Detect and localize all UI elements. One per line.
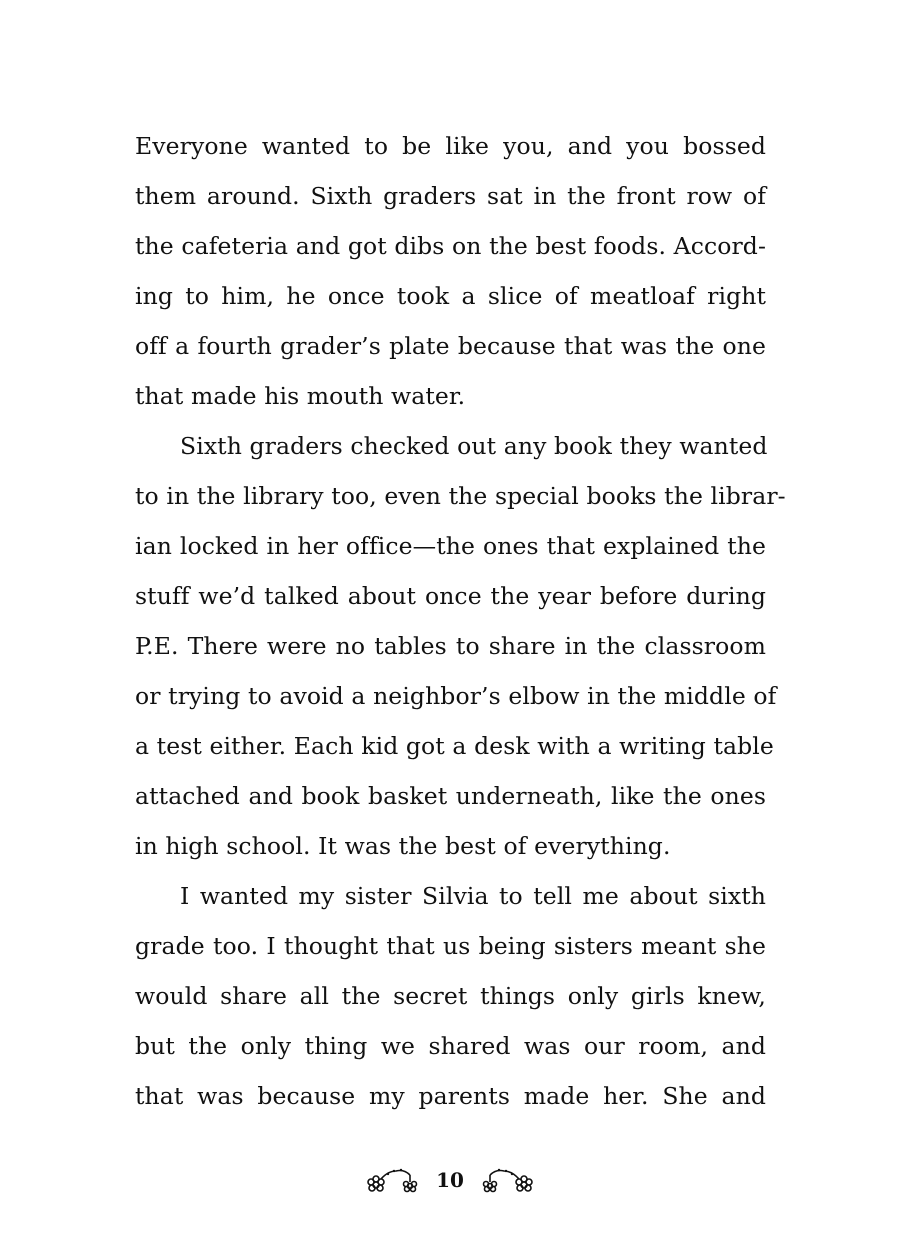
text-line: the cafeteria and got dibs on the best foods. Accord- <box>135 232 766 260</box>
text-line: attached and book basket underneath, like the ones <box>135 782 766 810</box>
text-line: in high school. It was the best of everything. <box>135 832 671 860</box>
text-line: a test either. Each kid got a desk with a writing table <box>135 732 774 760</box>
text-line: Sixth graders checked out any book they wanted <box>180 432 768 460</box>
floral-ornament-right-icon <box>478 1165 534 1195</box>
body-text <box>135 121 786 1121</box>
text-line: that made his mouth water. <box>135 382 466 410</box>
text-line: would share all the secret things only girls knew, <box>135 982 766 1010</box>
text-line: that was because my parents made her. She and <box>135 1082 766 1110</box>
text-line: off a fourth grader’s plate because that was the one <box>135 332 766 360</box>
text-line: ian locked in her office—the ones that explained the <box>135 532 766 560</box>
text-line: ing to him, he once took a slice of meatloaf right <box>135 282 766 310</box>
floral-ornament-left-icon <box>366 1165 422 1195</box>
text-line: Everyone wanted to be like you, and you bossed <box>135 132 766 160</box>
text-line: I wanted my sister Silvia to tell me about sixth <box>180 882 766 910</box>
text-line: P.E. There were no tables to share in the classroom <box>135 632 766 660</box>
text-line: grade too. I thought that us being sisters meant she <box>135 932 766 960</box>
text-line: to in the library too, even the special books the librar- <box>135 482 786 510</box>
text-line: stuff we’d talked about once the year before during <box>135 582 766 610</box>
text-line: but the only thing we shared was our room, and <box>135 1032 766 1060</box>
page-number: 10 <box>436 1168 464 1192</box>
page-footer <box>0 1160 900 1200</box>
text-line: or trying to avoid a neighbor’s elbow in the middle of <box>135 682 777 710</box>
text-line: them around. Sixth graders sat in the front row of <box>135 182 766 210</box>
